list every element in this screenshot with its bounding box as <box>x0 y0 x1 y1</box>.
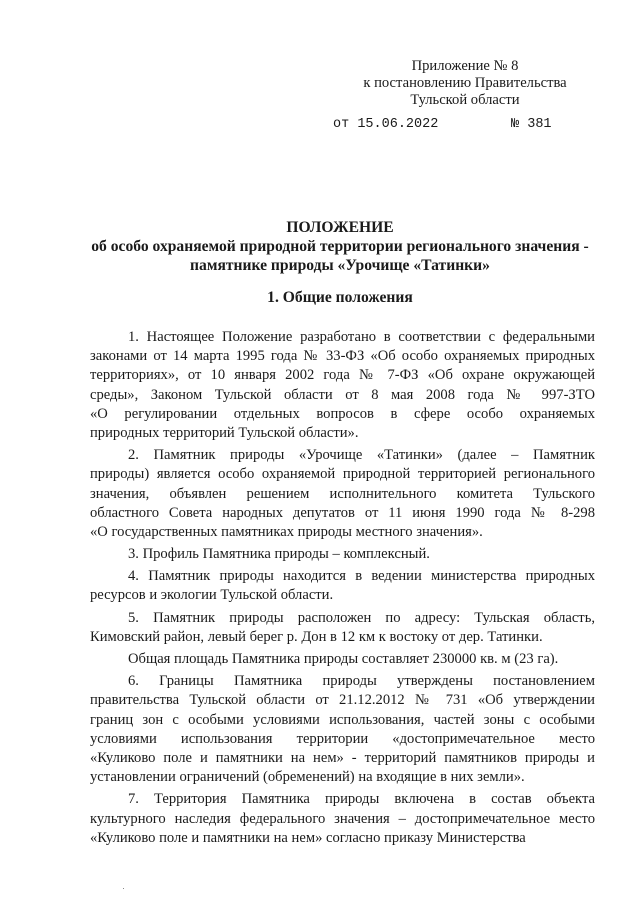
paragraph-line: 7. Территория Памятника природы включена в состав объекта <box>128 791 595 808</box>
document-subtitle-line-2: памятнике природы «Урочище «Татинки» <box>190 257 490 274</box>
paragraph <box>90 328 595 443</box>
number-prefix: № <box>511 117 520 132</box>
paragraph-line: 3. Профиль Памятника природы – комплексный. <box>128 546 430 563</box>
date-number-line <box>333 117 563 132</box>
paragraph-line: «Куликово поле и памятники на нем» согласно приказу Министерства <box>90 829 526 846</box>
scan-speck <box>123 888 124 889</box>
paragraph-line: ресурсов и экологии Тульской области. <box>90 587 334 604</box>
paragraph-line: природных территорий Тульской области». <box>90 424 359 441</box>
document-heading <box>60 218 620 275</box>
paragraph <box>90 609 595 647</box>
paragraph-line: культурного наследия федерального значения – достопримечательное место <box>90 810 595 827</box>
paragraph-line: установлении ограничений (обременений) на входящие в них земли». <box>90 769 525 786</box>
paragraph-line: Кимовский район, левый берег р. Дон в 12 км к востоку от дер. Татинки. <box>90 628 543 645</box>
paragraph-line: «Куликово поле и памятники на нем» - территорий памятников природы и <box>90 749 595 766</box>
date-prefix: от <box>333 117 350 132</box>
appendix-line-3: Тульской области <box>410 92 520 108</box>
paragraph-line: областного Совета народных депутатов от 11 июня 1990 года № 8-298 <box>90 504 595 521</box>
paragraph <box>90 790 595 848</box>
resolution-number-group <box>511 117 552 132</box>
document-subtitle-line-1: об особо охраняемой природной территории регионального значения - <box>91 238 589 255</box>
paragraph-line: значения, объявлен решением исполнительного комитета Тульского <box>90 485 595 502</box>
paragraph <box>90 567 595 605</box>
paragraph-line: законами от 14 марта 1995 года № 33-ФЗ «Об особо охраняемых природных <box>90 348 595 365</box>
paragraph-line: 6. Границы Памятника природы утверждены постановлением <box>128 673 595 690</box>
resolution-number: 381 <box>527 117 552 132</box>
appendix-block <box>345 58 585 109</box>
paragraph-line: правительства Тульской области от 21.12.2012 № 731 «Об утверждении <box>90 692 595 709</box>
section-title: 1. Общие положения <box>267 289 413 306</box>
paragraph-line: 1. Настоящее Положение разработано в соответствии с федеральными <box>128 329 595 345</box>
resolution-date: 15.06.2022 <box>357 117 439 132</box>
document-title: ПОЛОЖЕНИЕ <box>286 219 394 236</box>
appendix-line-2: к постановлению Правительства <box>363 75 567 91</box>
paragraph-line: территориях», от 10 января 2002 года № 7-ФЗ «Об охране окружающей <box>90 367 595 384</box>
paragraph-line: границ зон с особыми условиями использования, частей зоны с особыми <box>90 711 595 728</box>
appendix-line-1: Приложение № 8 <box>411 58 519 74</box>
paragraph-line: «О регулировании отдельных вопросов в сфере особо охраняемых <box>90 405 595 422</box>
paragraph-line: 4. Памятник природы находится в ведении министерства природных <box>128 568 595 585</box>
paragraph-line: 5. Памятник природы расположен по адресу: Тульская область, <box>128 609 595 626</box>
paragraph <box>90 650 595 669</box>
paragraph-line: «О государственных памятниках природы местного значения». <box>90 523 483 540</box>
paragraph-line: природы) является особо охраняемой природной территорией регионального <box>90 466 595 483</box>
paragraph-line: условиями использования территории «достопримечательное место <box>90 730 595 747</box>
paragraph-line: среды», Законом Тульской области от 8 мая 2008 года № 997-ЗТО <box>90 386 595 403</box>
paragraph-line: 2. Памятник природы «Урочище «Татинки» (далее – Памятник <box>128 447 595 464</box>
paragraph <box>90 545 595 564</box>
paragraph-line: Общая площадь Памятника природы составляет 230000 кв. м (23 га). <box>128 651 559 667</box>
document-body <box>90 328 595 851</box>
paragraph <box>90 446 595 542</box>
paragraph <box>90 672 595 787</box>
